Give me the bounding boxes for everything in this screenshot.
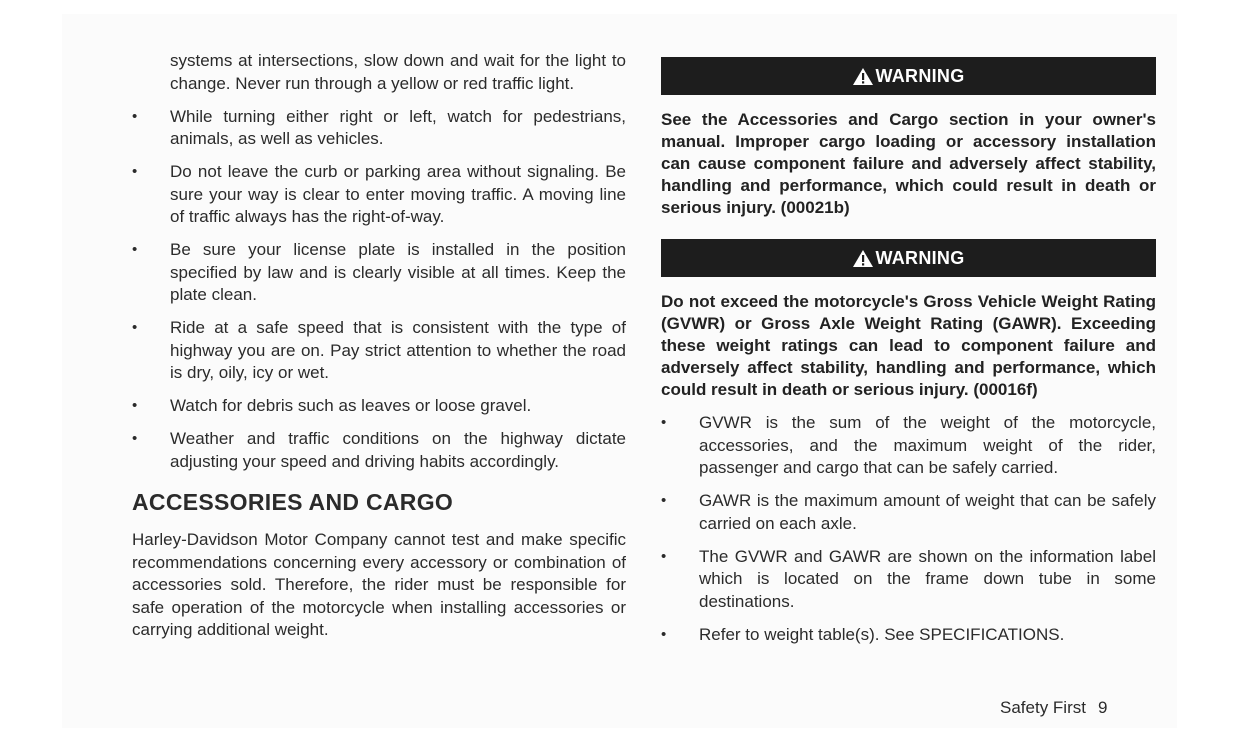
list-item: • The GVWR and GAWR are shown on the information label which is located on the frame down tube in some destinations. (661, 546, 1156, 611)
bullet-icon: • (132, 319, 138, 336)
list-item: • Weather and traffic conditions on the highway dictate adjusting your speed and driving habits accordingly. (132, 429, 626, 471)
warning-text: See the Accessories and Cargo section in your owner's manual. Improper cargo loading or accessory installation can cause component failure and adversely affect stability, handling and performance, which could result in death or serious injury. (00021b) (661, 110, 1156, 217)
bullet-icon: • (132, 163, 138, 180)
bullet-icon: • (661, 625, 667, 643)
page-number: 9 (1097, 698, 1108, 717)
list-item: • Refer to weight table(s). See SPECIFICATIONS. (661, 624, 1156, 647)
bullet-icon: • (132, 107, 138, 125)
list-item: • GVWR is the sum of the weight of the motorcycle, accessories, and the maximum weight of the rider, passenger and cargo that can be safely carried. (661, 413, 1156, 477)
warning-label: WARNING (875, 65, 965, 86)
right-column (661, 57, 1156, 646)
warning-text: Do not exceed the motorcycle's Gross Vehicle Weight Rating (GVWR) or Gross Axle Weight Rating (GAWR). Exceeding these weight ratings can lead to component failure and adversely affect stability, handling and performance, which could result in death or serious injury. (00016f) (661, 292, 1156, 399)
list-item: • Watch for debris such as leaves or loose gravel. (132, 395, 626, 418)
bullet-icon: • (132, 241, 138, 258)
list-item: • GAWR is the maximum amount of weight that can be safely carried on each axle. (661, 491, 1156, 533)
continuation-paragraph: systems at intersections, slow down and wait for the light to change. Never run through a yellow or red traffic light. (170, 51, 626, 93)
section-body: Harley-Davidson Motor Company cannot test and make specific recommendations concerning every accessory or combination of accessories sold. Therefore, the rider must be responsible for safe operation of the motorcycle when installing accessories or carrying additional weight. (132, 530, 626, 639)
bullet-icon: • (132, 430, 138, 447)
bullet-icon: • (661, 547, 667, 565)
warning-triangle-icon (852, 249, 874, 268)
bullet-icon: • (132, 397, 138, 414)
footer-section-title: Safety First (1000, 698, 1086, 717)
list-item: • While turning either right or left, watch for pedestrians, animals, as well as vehicles. (132, 106, 626, 148)
left-bullet-list (132, 106, 626, 474)
page-footer (1000, 698, 1107, 718)
warning-label: WARNING (875, 247, 965, 268)
left-column (132, 50, 626, 642)
warning-banner (661, 239, 1156, 277)
right-bullet-list (661, 412, 1156, 646)
list-item: • Be sure your license plate is installed in the position specified by law and is clearly visible at all times. Keep the plate clean. (132, 240, 626, 304)
section-heading: ACCESSORIES AND CARGO (132, 489, 454, 515)
bullet-icon: • (661, 414, 667, 431)
bullet-icon: • (661, 492, 667, 509)
list-item: • Do not leave the curb or parking area without signaling. Be sure your way is clear to enter moving traffic. A moving line of traffic always has the right-of-way. (132, 162, 626, 226)
warning-banner (661, 57, 1156, 95)
warning-triangle-icon (852, 67, 874, 86)
list-item: • Ride at a safe speed that is consistent with the type of highway you are on. Pay strict attention to whether the road is dry, oily, icy or wet. (132, 318, 626, 382)
